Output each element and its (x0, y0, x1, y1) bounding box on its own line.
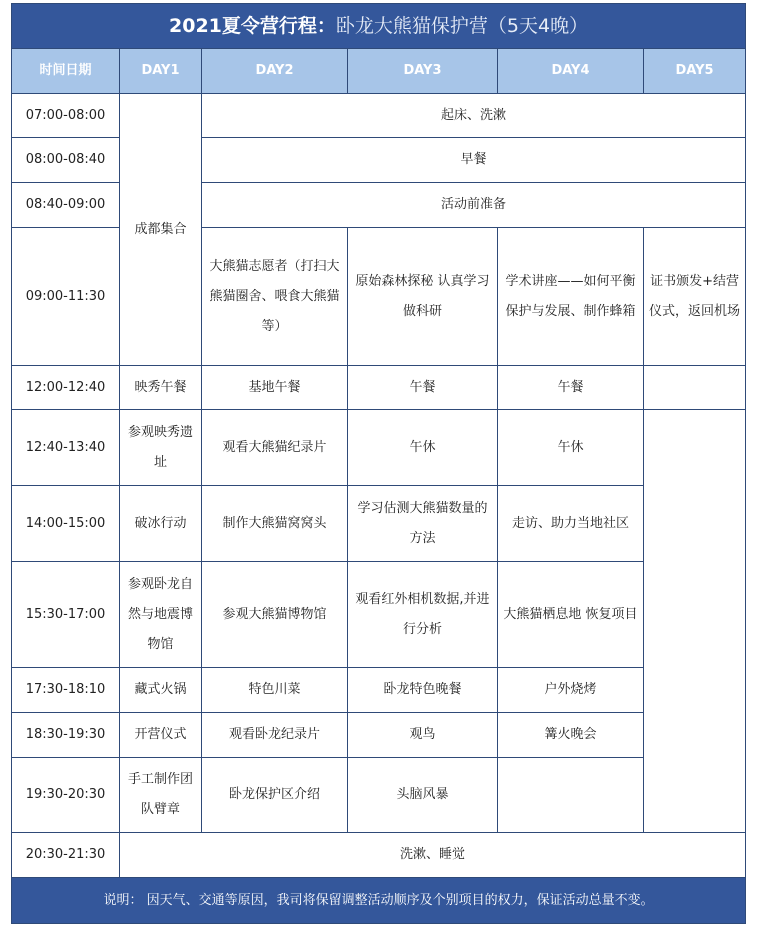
time-cell: 14:00-15:00 (12, 486, 120, 562)
table-row (12, 366, 746, 410)
time-cell: 15:30-17:00 (12, 562, 120, 668)
day4-cell: 学术讲座——如何平衡保护与发展、制作蜂箱 (498, 228, 644, 366)
time-cell: 19:30-20:30 (12, 758, 120, 833)
header-day4: DAY4 (498, 49, 644, 94)
day3-cell: 观鸟 (348, 713, 498, 758)
day3-cell: 头脑风暴 (348, 758, 498, 833)
day4-cell (498, 758, 644, 833)
header-time: 时间日期 (12, 49, 120, 94)
header-day3: DAY3 (348, 49, 498, 94)
header-row (12, 49, 746, 94)
day3-cell: 原始森林探秘 认真学习做科研 (348, 228, 498, 366)
day2-cell: 基地午餐 (202, 366, 348, 410)
time-cell: 08:00-08:40 (12, 138, 120, 183)
day1-cell: 破冰行动 (120, 486, 202, 562)
day2-cell: 观看大熊猫纪录片 (202, 410, 348, 486)
header-day5: DAY5 (644, 49, 746, 94)
day3-cell: 观看红外相机数据,并进行分析 (348, 562, 498, 668)
day5-empty-cell (644, 410, 746, 833)
day4-cell: 走访、助力当地社区 (498, 486, 644, 562)
shared-activity-cell: 活动前准备 (202, 183, 746, 228)
day1-cell: 开营仪式 (120, 713, 202, 758)
time-cell: 09:00-11:30 (12, 228, 120, 366)
day5-empty-cell (644, 366, 746, 410)
day4-cell: 篝火晚会 (498, 713, 644, 758)
day3-cell: 卧龙特色晚餐 (348, 668, 498, 713)
day3-cell: 午餐 (348, 366, 498, 410)
table-row (12, 94, 746, 138)
time-cell: 12:00-12:40 (12, 366, 120, 410)
day4-cell: 大熊猫栖息地 恢复项目 (498, 562, 644, 668)
day1-cell: 参观映秀遗址 (120, 410, 202, 486)
time-cell: 20:30-21:30 (12, 833, 120, 878)
day1-cell: 藏式火锅 (120, 668, 202, 713)
table-row (12, 668, 746, 713)
time-cell: 18:30-19:30 (12, 713, 120, 758)
time-cell: 07:00-08:00 (12, 94, 120, 138)
time-cell: 08:40-09:00 (12, 183, 120, 228)
day1-cell: 成都集合 (120, 94, 202, 366)
day4-cell: 户外烧烤 (498, 668, 644, 713)
table-row (12, 833, 746, 878)
day1-cell: 映秀午餐 (120, 366, 202, 410)
header-day1: DAY1 (120, 49, 202, 94)
time-cell: 17:30-18:10 (12, 668, 120, 713)
day2-cell: 制作大熊猫窝窝头 (202, 486, 348, 562)
day1-cell: 手工制作团队臂章 (120, 758, 202, 833)
day4-cell: 午餐 (498, 366, 644, 410)
title-main: 2021夏令营行程： (169, 15, 336, 37)
table-row (12, 410, 746, 486)
day1-cell: 参观卧龙自然与地震博物馆 (120, 562, 202, 668)
footnote: 说明： 因天气、交通等原因，我司将保留调整活动顺序及个别项目的权力，保证活动总量不变。 (12, 878, 746, 924)
table-row (12, 562, 746, 668)
day2-cell: 观看卧龙纪录片 (202, 713, 348, 758)
title-sub: 卧龙大熊猫保护营（5天4晚） (335, 15, 589, 37)
page-title (12, 4, 746, 49)
table-row (12, 486, 746, 562)
note-row (12, 878, 746, 924)
shared-activity-cell: 早餐 (202, 138, 746, 183)
day2-cell: 大熊猫志愿者（打扫大熊猫圈舍、喂食大熊猫等） (202, 228, 348, 366)
table-row (12, 758, 746, 833)
day2-cell: 特色川菜 (202, 668, 348, 713)
schedule-table (11, 3, 746, 924)
header-day2: DAY2 (202, 49, 348, 94)
day2-cell: 卧龙保护区介绍 (202, 758, 348, 833)
shared-activity-cell: 起床、洗漱 (202, 94, 746, 138)
day3-cell: 午休 (348, 410, 498, 486)
title-row (12, 4, 746, 49)
day2-cell: 参观大熊猫博物馆 (202, 562, 348, 668)
day5-cell: 证书颁发+结营仪式，返回机场 (644, 228, 746, 366)
day3-cell: 学习估测大熊猫数量的方法 (348, 486, 498, 562)
time-cell: 12:40-13:40 (12, 410, 120, 486)
table-row (12, 713, 746, 758)
day4-cell: 午休 (498, 410, 644, 486)
shared-activity-cell: 洗漱、睡觉 (120, 833, 746, 878)
